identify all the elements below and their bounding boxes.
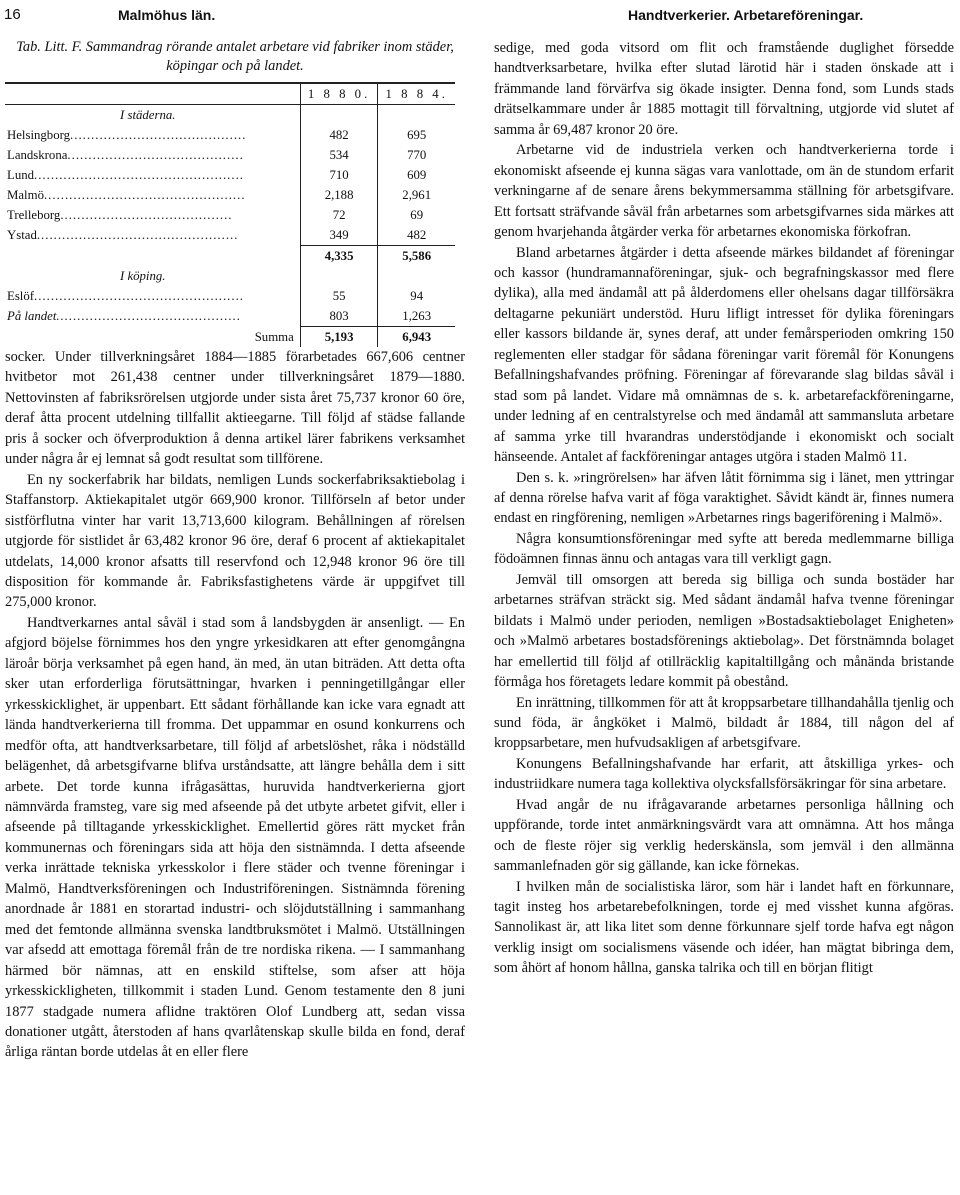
table-row: Ystad................................................ 349 482 (5, 225, 455, 246)
paragraph: Konungens Befallningshafvande har erfarit, att åtskilliga yrkes- och industriidkare numera taga kollektiva olycksfallsförsäkringar för sina arbetare. (494, 755, 954, 793)
table-row: Helsingborg.......................................... 482 695 (5, 125, 455, 145)
table-row: Landskrona.......................................... 534 770 (5, 145, 455, 165)
row-name: Malmö (7, 188, 44, 202)
left-column (5, 38, 465, 1063)
cell-1880: 2,188 (300, 185, 378, 205)
sum-1880: 5,193 (300, 327, 378, 348)
paragraph: socker. Under tillverkningsåret 1884—1885 förarbetades 667,606 centner hvitbetor mot 261,438 centner under tillverkningsåret 1879—1880. Nettovinsten af fabriksrörelsen utgjorde under sista året 75,737 kronor 60 öre, deraf åtta procent utdelning tillfallit aktieegarne. Till följd af städse fallande pris å socker och öfverproduktion å denna artikel lärer fabrikens verksamhet under några år ej lemnat så godt resultat som tillförene. (5, 349, 465, 468)
workers-table (5, 82, 455, 347)
cell-1884: 94 (410, 289, 424, 303)
cell-1884: 482 (407, 228, 427, 242)
sum-row (5, 327, 455, 348)
paragraph: Arbetarne vid de industriela verken och handtverkerierna torde i ekonomiskt afseende ej kunna sägas vara vanlottade, om än de stundom erfarit verkningarne af de senare årens bekymmersamma ställning för arbetsgifvare. Ett fortsatt sträfvande såväl från arbetarnes som arbetsgifvarnes sida märkes att genom hvarjehanda åtgärder verka för arbetarnes ekonomiska förkofran. (494, 142, 954, 241)
group-row (5, 266, 455, 286)
row-name: Eslöf (7, 289, 35, 303)
table-header-row (5, 83, 455, 105)
table-row: Trelleborg......................................... 72 69 (5, 205, 455, 225)
right-column (494, 38, 954, 979)
table-row: Lund.................................................. 710 609 (5, 165, 455, 185)
paragraph: Några konsumtionsföreningar med syfte att bereda medlemmarne billiga födoämnen finnas ännu och antagas vara till verkligt gagn. (494, 530, 954, 568)
paragraph: sedige, med goda vitsord om flit och framstående duglighet försedde handtverksarbetare, hvilka efter slutad lärotid här i staden önskade att i främmande land förvärfva sig ökade insigter. Denna fond, som Lunds stads drätselkammare under år 1885 mottagit till förvaltning, utgjorde vid slutet af samma år 69,487 kronor 20 öre. (494, 40, 954, 138)
subtotal-row (5, 246, 455, 267)
paragraph: Den s. k. »ringrörelsen» har äfven låtit förnimma sig i länet, men yttringar af denna rörelse hafva varit af föga varaktighet. Såvidt kändt är, finnes numera endast en ringförening, nemligen »Arbetarnes rings bageriförening i Malmö». (494, 469, 954, 527)
paragraph: Bland arbetarnes åtgärder i detta afseende märkes bildandet af föreningar och kassor (hundramannaföreningar, sjuk- och begrafningskassor med flere dylika), alla med ändamål att på ålderdomens eller ohelsans dagar tillförsäkra deltagarne pekuniärt understöd. Huru lifligt intresset för dylika föreningars eller kassors bildande är, synes deraf, att under femårsperioden omkring 150 reglementen eller stadgar för sådana föreningar varit föremål för Konungens Befallningshafvandes pröfning. Föreningar af förevarande slag bildas såväl i stad som på landet. Vidare må omnämnas de s. k. arbetarefackföreningarne, under ledning af en centralstyrelse och med ändamål att sammansluta arbetare af samma yrke till hvarandras understödjande i ekonomiskt och socialt hänseende. Antalet af fackföreningar antages utgöra i staden Malmö 11. (494, 244, 954, 466)
group-row (5, 105, 455, 126)
cell-1884: 770 (407, 148, 427, 162)
page-header (0, 2, 960, 28)
subtotal-1880: 4,335 (300, 246, 378, 267)
row-name: På landet (7, 309, 57, 324)
cell-1880: 55 (300, 286, 378, 306)
paragraph: Handtverkarnes antal såväl i stad som å landsbygden är ansenligt. — En afgjord böjelse förnimmes hos den yngre yrkesidkaren att efter genomgångna läroår börja verksamhet på egen hand, än med, än utan biträden. Att detta ofta sker utan erforderliga förutsättningar, hvarken i penningetillgångar eller yrkesskicklighet, är uppenbart. Ett sådant förhållande kan icke vara egnadt att lända handtverkerierna till fromma. Det uppammar en osund konkurrens och medför ofta, att handtverksarbetare, till följd af arbetslöshet, råka i nödställd belägenhet, då arbetsgifvarne blifva urståndsatte, att längre behålla dem i sitt arbete. Det torde kunna ifrågasättas, huruvida handtverkerierna gjort nämnvärda framsteg, vare sig med afseende på det utbyte arbetet gifvit, eller i afseende på tilltagande yrkesskicklighet. Emellertid göres rätt mycket från kommunernas och föreningars sida att höja den sistnämnda. I detta afseende verka inrättade tekniska yrkesskolor i flere städer och tvenne föreningar i Malmö, Handtverksföreningen och Industriföreningen. Sistnämnda förening anordnade år 1881 en storartad industri- och slöjdutställning i sammanhang med det femtonde allmänna svenska landtbruksmötet i Malmö. Utställningen var afsedd att emottaga föremål från de tre nordiska rikena. — I sammanhang härmed bör nämnas, att en enskild stiftelse, som afser att höja yrkesskickligheten, tillkommit i staden Lund. Genom testamente den 8 juni 1877 stadgade numera aflidne traktören Olof Lundberg att, sedan vissa donationer utgått, återstoden af hans qvarlåtenskap skulle bilda en fond, deraf årliga räntan borde utdelas åt en eller flere (5, 614, 465, 1061)
cell-1880: 803 (300, 306, 378, 327)
year-1884-header: 1 8 8 4. (378, 83, 455, 105)
cell-1884: 609 (407, 168, 427, 182)
cell-1880: 482 (300, 125, 378, 145)
subtotal-1884: 5,586 (378, 246, 455, 267)
paragraph: En inrättning, tillkommen för att åt kroppsarbetare tillhandahålla tjenlig och sund föda, är ångköket i Malmö, bildadt år 1884, till någon del af kroppsarbetare, men hufvudsakligen af arbetsgifvare. (494, 694, 954, 752)
group-label-cities: I städerna. (5, 105, 300, 126)
running-title-right: Handtverkerier. Arbetareföreningar. (628, 7, 864, 23)
cell-1884: 69 (410, 208, 424, 222)
row-name: Trelleborg (7, 208, 61, 222)
year-1880-header: 1 8 8 0. (300, 83, 378, 105)
cell-1880: 72 (300, 205, 378, 225)
sum-1884: 6,943 (378, 327, 455, 348)
running-title-left: Malmöhus län. (118, 7, 216, 23)
group-label-koping: I köping. (5, 266, 300, 286)
cell-1884: 1,263 (402, 309, 432, 323)
row-name: Helsingborg (7, 128, 71, 142)
cell-1884: 695 (407, 128, 427, 142)
sum-label: Summa (5, 327, 300, 348)
cell-1880: 534 (300, 145, 378, 165)
table-row: På landet............................................ 803 1,263 (5, 306, 455, 327)
paragraph: Hvad angår de nu ifrågavarande arbetarnes personliga hållning och uppförande, torde intet anmärkningsvärdt vara att omnämna. Att hos många och de fleste röjer sig verklig hederskänsla, som jemväl i den allmänna sammanlefnaden gör sig gällande, kan icke förnekas. (494, 796, 954, 875)
table-row: Eslöf.................................................. 55 94 (5, 286, 455, 306)
paragraph: I hvilken mån de socialistiska läror, som här i landet haft en förkunnare, tagit insteg hos arbetarebefolkningen, torde ej med visshet kunna afgöras. Sannolikast är, att lika litet som denne förkunnare sjelf torde hafva egt någon verklig insigt om socialismens väsende och idéer, han mägtat bibringa dem, som åhört af honom hållna, ganska talrika och till en början flitigt (494, 878, 954, 977)
cell-1880: 349 (300, 225, 378, 246)
table-caption: Tab. Litt. F. Sammandrag rörande antalet arbetare vid fabriker inom städer, köpingar och på landet. (16, 39, 454, 74)
paragraph: Jemväl till omsorgen att bereda sig billiga och sunda bostäder har arbetarnes sträfvan sträckt sig. Med sådant ändamål hafva tvenne föreningar bildats i Malmö under perioden, nemligen »Bostadsaktiebolaget Enigheten» och »Malmö arbetares bostadsförenings aktiebolag». Det förstnämnda bolaget har emellertid till följd af otillräcklig kapitaltillgång och månända bristande förmåga hos företagets ledare kommit på obestånd. (494, 571, 954, 691)
page-number: 16 (4, 6, 21, 23)
table-row: Malmö................................................ 2,188 2,961 (5, 185, 455, 205)
cell-1880: 710 (300, 165, 378, 185)
row-name: Ystad (7, 228, 37, 243)
paragraph: En ny sockerfabrik har bildats, nemligen Lunds sockerfabriksaktiebolag i Staffanstorp. Aktiekapitalet utgör 669,900 kronor. Tillförseln af betor under sistförflutna vinter har varit 13,713,600 kilogram. Behållningen af rörelsen utgjorde för sistlidet år 63,482 kronor 96 öre, deraf 6 procent af aktiekapitalet utdelats, 14,000 kronor afsatts till reservfond och 12,948 kronor 96 öre till disposition för kommande år. Fabriksfastighetens värde är uppgifvet till 275,000 kronor. (5, 471, 465, 611)
row-name: Landskrona (7, 148, 68, 162)
cell-1884: 2,961 (402, 188, 432, 202)
row-name: Lund (7, 168, 35, 182)
